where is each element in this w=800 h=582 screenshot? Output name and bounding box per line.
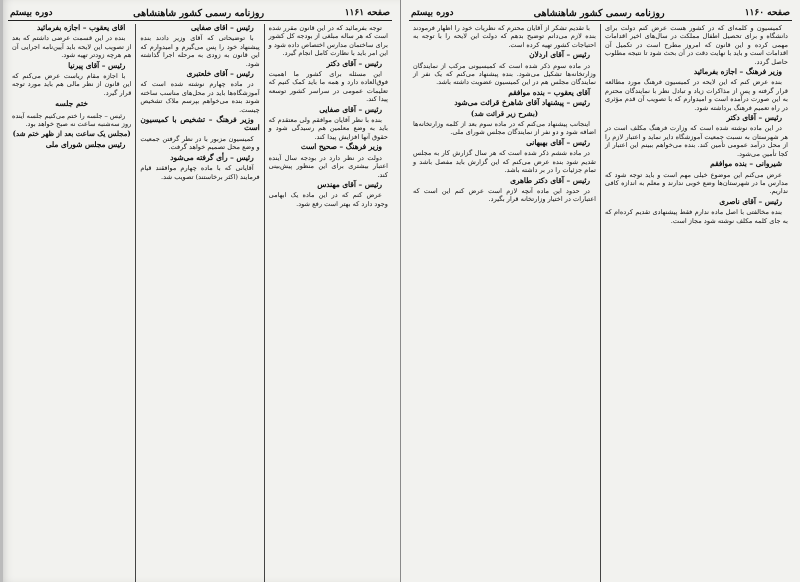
paragraph: در این ماده نوشته شده است که وزارت فرهنگ مکلف است در هر شهرستان به نسبت جمعیت آموزشگاه دایر نماید و اعتبار لازم را از محل درآمد عمومی تأمین کند. بنده می‌خواهم ببینم این اعتبار از کجا تأمین می‌شود. <box>605 124 788 158</box>
paragraph: توجه بفرمائید که در این قانون مقرر شده است که هر ساله مبلغی از بودجه کل کشور برای ساختمان مدارس اختصاص داده شود و این امر باید با نظارت کامل انجام گیرد. <box>268 24 388 58</box>
paragraph: کمیسیون مزبور با در نظر گرفتن جمعیت و وضع محل تصمیم خواهد گرفت. <box>140 134 260 152</box>
left-page-header <box>8 6 392 21</box>
speaker-line: رئیس – آقای مهندس <box>317 179 382 189</box>
speaker-line: آقای یعقوب – اجازه بفرمائید <box>37 24 126 32</box>
right-page-columns <box>409 24 792 582</box>
paragraph: آقایانی که با ماده چهارم موافقند قیام فرمایند (اکثر برخاستند) تصویب شد. <box>140 164 260 181</box>
text-column <box>601 24 792 582</box>
page-number: صفحه ۱۱۶۱ <box>344 8 390 18</box>
paragraph: در ماده چهارم نوشته شده است که آموزشگاه‌ها باید در محل‌های مناسب ساخته شوند بنده می‌خواهم بپرسم ملاک تشخیص چیست. <box>140 80 260 114</box>
section-heading: ختم جلسه <box>55 99 89 109</box>
paragraph: رئیس – جلسه را ختم می‌کنیم جلسه آینده روز سه‌شنبه ساعت نه صبح خواهد بود. <box>12 111 132 129</box>
paragraph: عرض کنم که در این ماده یک ابهامی وجود دارد که بهتر است رفع شود. <box>268 191 388 208</box>
paragraph: بنده در این قسمت عرضی داشتم که بعد از تصویب این لایحه باید آیین‌نامه اجرایی آن هم هرچه زودتر تهیه شود. <box>12 34 132 60</box>
speaker-line: وزیر فرهنگ – صحیح است <box>300 142 382 152</box>
paragraph: بنده مخالفتی با اصل ماده ندارم فقط پیشنهادی تقدیم کرده‌ام که به جای کلمه مکلف نوشته شود مجاز است. <box>605 208 788 225</box>
right-page-header <box>409 6 792 21</box>
paragraph: این مسئله برای کشور ما اهمیت فوق‌العاده دارد و همه ما باید کمک کنیم که تعلیمات عمومی در سراسر کشور توسعه پیدا کند. <box>268 70 388 104</box>
text-column <box>265 24 392 582</box>
issue-date: دوره بیستم <box>10 8 53 18</box>
paragraph: با اجازه مقام ریاست عرض می‌کنم که این قانون از نظر مالی هم باید مورد توجه قرار گیرد. <box>12 72 132 97</box>
speaker-line: رئیس – آقای اردلان <box>529 50 590 60</box>
issue-date: دوره بیستم <box>411 8 454 18</box>
right-page <box>400 0 800 582</box>
page-gutter <box>0 0 3 582</box>
paragraph: با توضیحاتی که آقای وزیر دادند بنده پیشنهاد خود را پس می‌گیرم و امیدوارم که این قانون به زودی به مرحله اجرا گذاشته شود. <box>140 34 260 68</box>
text-column <box>136 24 264 582</box>
paragraph: اینجانب پیشنهاد می‌کنم که در ماده سوم بعد از کلمه وزارتخانه‌ها اضافه شود و دو نفر از نمایندگان مجلس شورای ملی. <box>413 120 596 137</box>
paragraph: کمیسیون و کلمه‌ای که در کشور هست عرض کنم دولت برای دانشگاه و برای تحصیل اطفال مملکت در سال‌های اخیر اقدامات مهمی کرده و این قانون که امروز مطرح است در تکمیل آن اقدامات است و باید با نهایت دقت در آن بحث شود تا نتیجه مطلوب حاصل گردد. <box>605 24 788 66</box>
speaker-line: وزیر فرهنگ – اجازه بفرمائید <box>693 67 782 77</box>
paragraph: دولت در نظر دارد در بودجه سال آینده اعتبار بیشتری برای این منظور پیش‌بینی کند. <box>268 153 388 179</box>
speaker-line: آقای یعقوب – بنده موافقم <box>508 87 590 97</box>
speaker-line: رئیس – آقای دکتر طاهری <box>510 175 590 185</box>
speaker-line: رئیس مجلس شورای ملی <box>45 139 126 149</box>
text-column <box>409 24 601 582</box>
speaker-line: رئیس – آقای دکتر <box>726 113 782 123</box>
left-page-columns <box>8 24 392 582</box>
paragraph: در ماده سوم ذکر شده است که کمیسیونی مرکب از نمایندگان وزارتخانه‌ها تشکیل می‌شود. بنده پیشنهاد می‌کنم که یک نفر از نمایندگان مجلس هم در این کمیسیون عضویت داشته باشد. <box>413 61 596 87</box>
page-title: روزنامه رسمی کشور شاهنشاهی <box>533 7 665 19</box>
speaker-line: رئیس – آقای خلعتبری <box>186 69 254 79</box>
speaker-line: وزیر فرهنگ – تشخیص با کمیسیون است <box>140 115 260 133</box>
paragraph: در ماده ششم ذکر شده است که هر سال گزارش کار به مجلس تقدیم شود بنده عرض می‌کنم که این گزارش باید مفصل باشد و تمام جزئیات را در بر داشته باشد. <box>413 149 596 175</box>
page-title: روزنامه رسمی کشور شاهنشاهی <box>133 7 265 19</box>
procedural-note: (مجلس یک ساعت بعد از ظهر ختم شد) <box>12 129 131 139</box>
speaker-line: رئیس – آقای صفایی <box>190 24 254 32</box>
speaker-line: شیروانی – بنده موافقم <box>710 159 782 169</box>
paragraph: بنده با نظر آقایان موافقم ولی معتقدم که باید به وضع معلمین هم رسیدگی شود و حقوق آنها افزایش پیدا کند. <box>268 116 388 141</box>
paragraph: عرض می‌کنم این موضوع خیلی مهم است و باید توجه شود که مدارس ما در شهرستان‌ها وضع خوبی ندارند و معلم به اندازه کافی نداریم. <box>605 170 788 196</box>
procedural-note: (بشرح زیر قرائت شد) <box>470 108 539 118</box>
speaker-line: رئیس – آقای پیرنیا <box>68 60 126 70</box>
paragraph: با تقدیم تشکر از آقایان محترم که نظریات خود را اظهار فرمودند بنده لازم می‌دانم توضیح بدهم که دولت این لایحه را با توجه به احتیاجات کشور تهیه کرده است. <box>413 24 596 49</box>
speaker-line: رئیس – آقای ناصری <box>719 196 782 206</box>
paragraph: در حدود این ماده آنچه لازم است عرض کنم این است که اعتبارات در اختیار وزارتخانه قرار بگیرد. <box>413 186 596 204</box>
text-column <box>8 24 136 582</box>
speaker-line: رئیس – آقای بهبهانی <box>526 137 590 147</box>
paragraph: بنده عرض کنم که این لایحه در کمیسیون فرهنگ مورد مطالعه قرار گرفته و پس از مذاکرات زیاد و تبادل نظر با نمایندگان محترم به این صورت درآمده است و امیدوارم که با تصویب آن قدم مؤثری در راه تعمیم فرهنگ برداشته شود. <box>605 78 788 112</box>
speaker-line: رئیس – رأی گرفته می‌شود <box>170 152 254 162</box>
speaker-line: رئیس – پیشنهاد آقای شاهرخ قرائت می‌شود <box>454 98 590 108</box>
speaker-line: رئیس – آقای دکتر <box>326 58 382 68</box>
speaker-line: رئیس – آقای صفایی <box>319 104 382 114</box>
page-number: صفحه ۱۱۶۰ <box>744 8 790 18</box>
